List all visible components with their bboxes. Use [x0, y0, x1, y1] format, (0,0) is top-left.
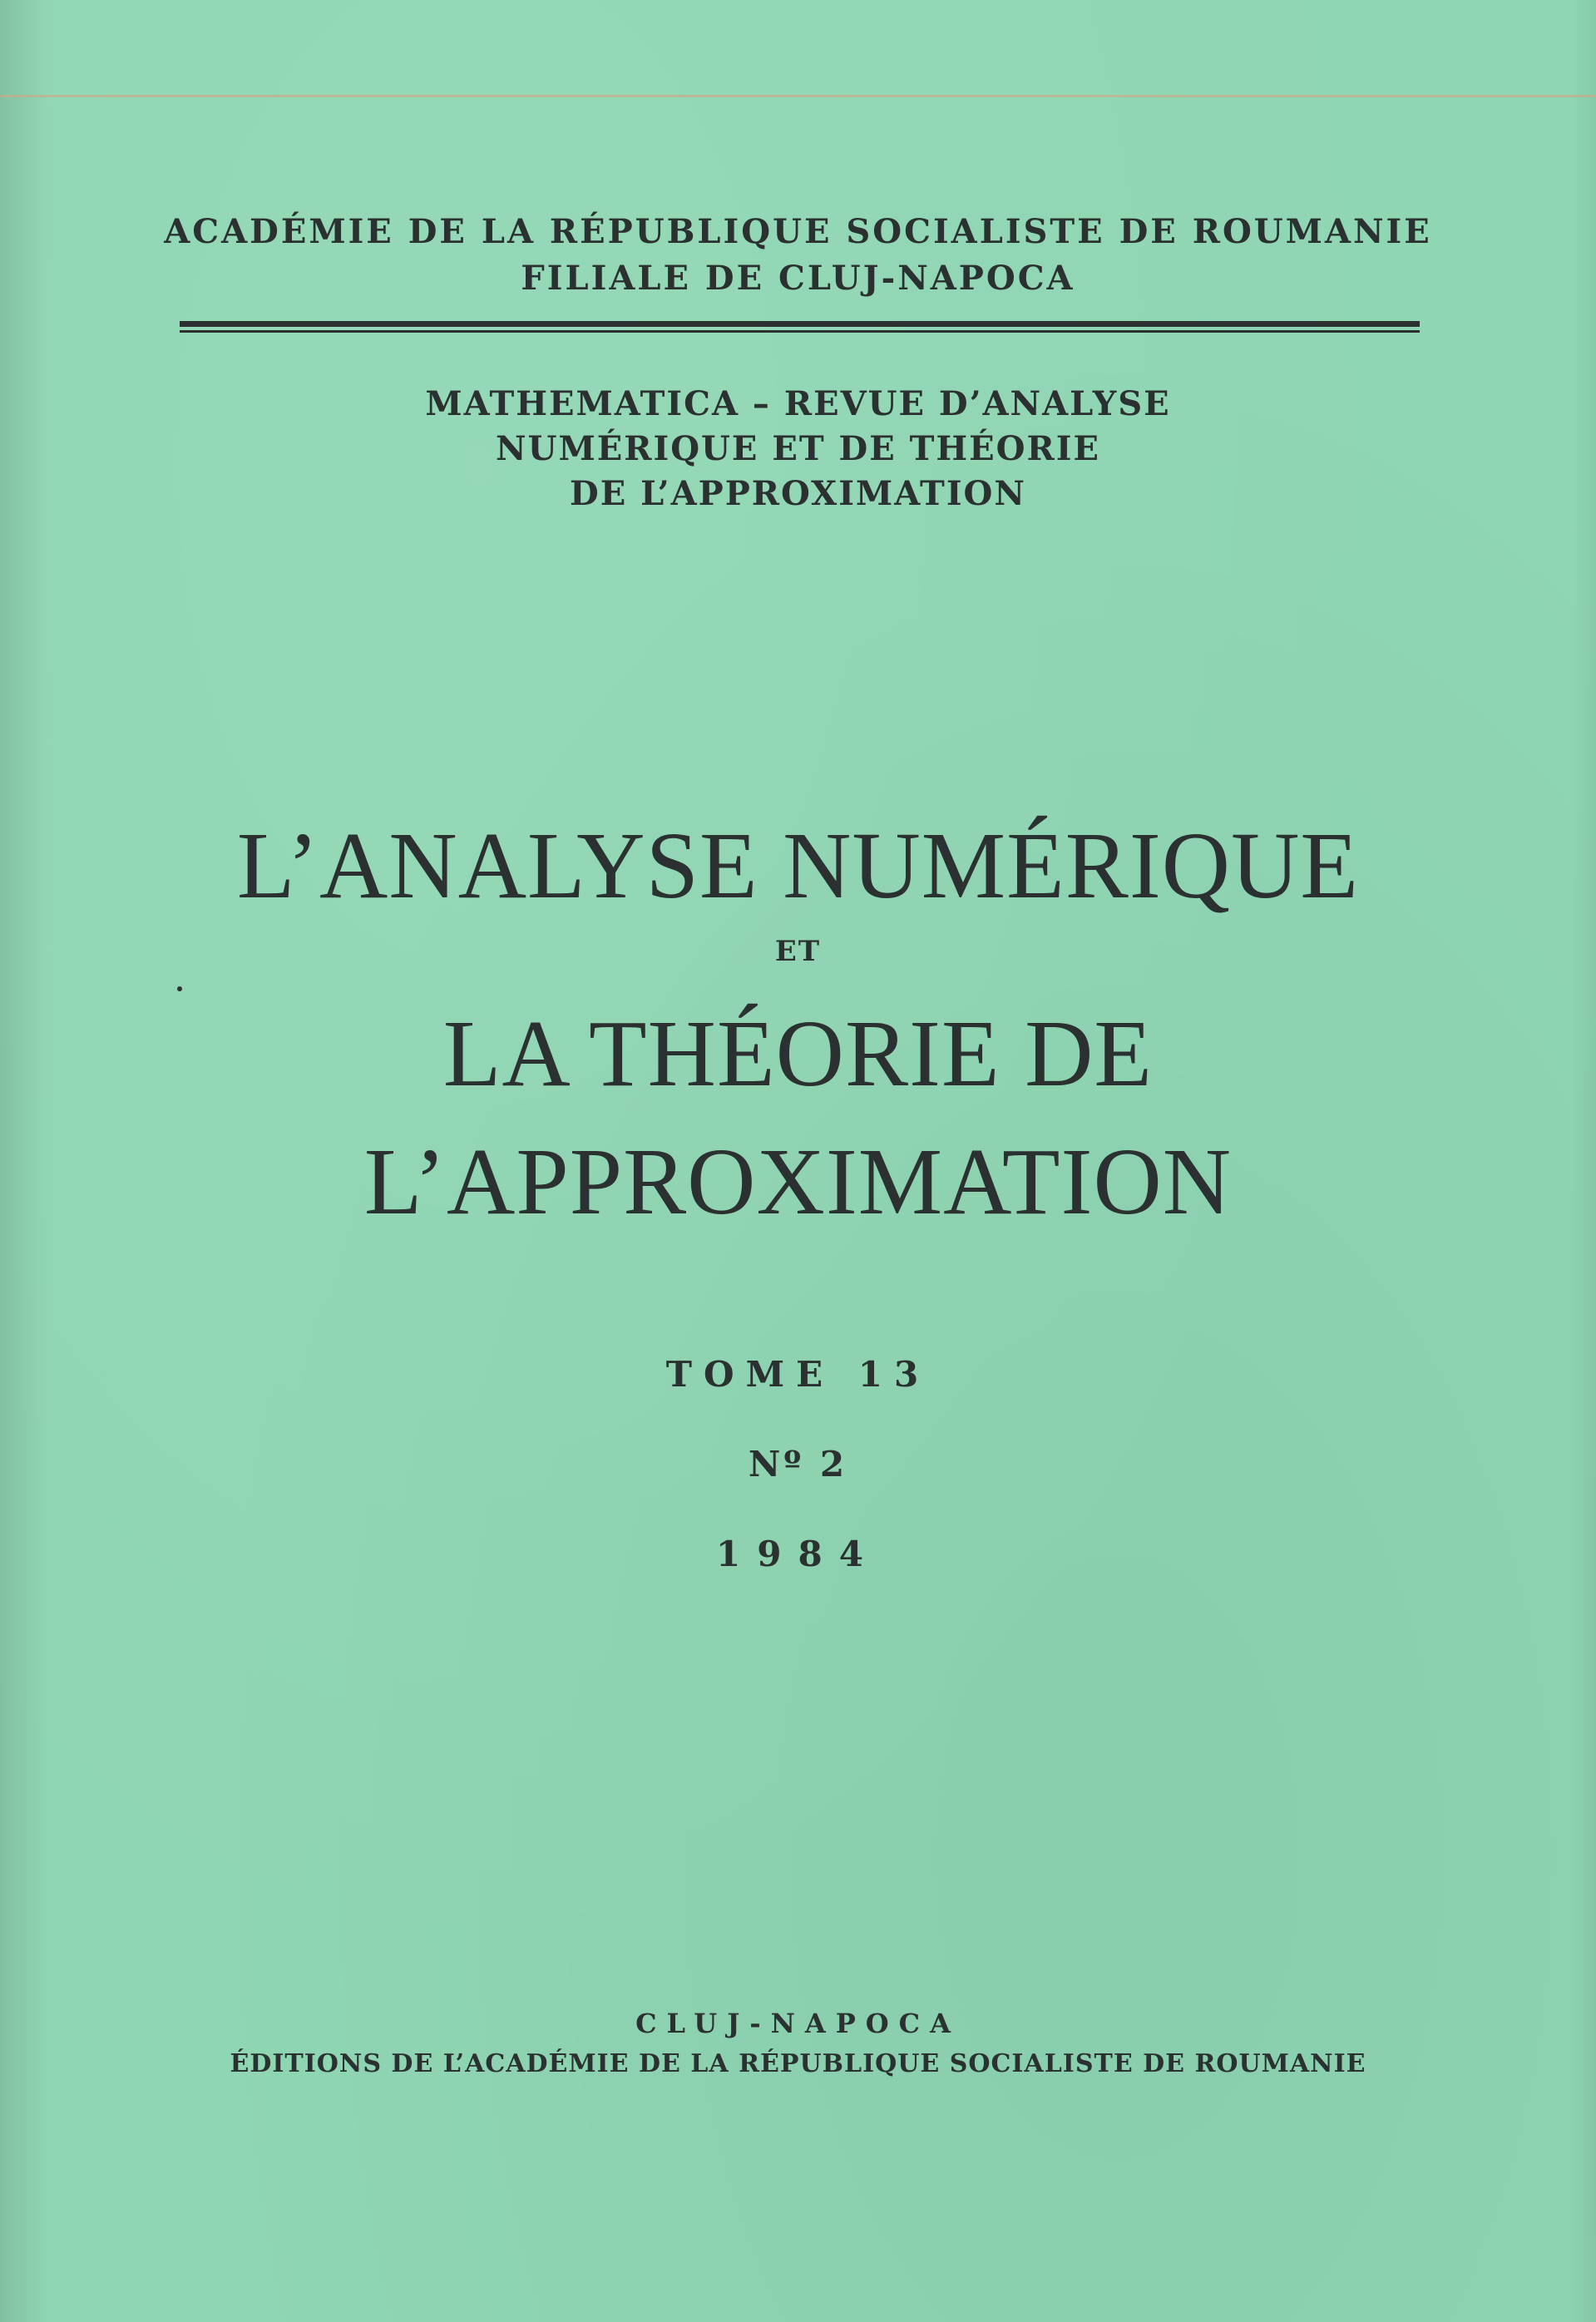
title-line-1: L’ANALYSE NUMÉRIQUE — [236, 813, 1360, 918]
ink-speck — [177, 986, 182, 991]
title-conjunction: ET — [774, 935, 822, 968]
branch-name: FILIALE DE CLUJ-NAPOCA — [521, 259, 1075, 298]
issue-number: Nº 2 — [748, 1444, 848, 1485]
header-rule-thin — [180, 330, 1420, 333]
volume-number: TOME 13 — [665, 1354, 931, 1395]
publisher-city: CLUJ-NAPOCA — [635, 2008, 961, 2039]
title-line-3: L’APPROXIMATION — [363, 1129, 1233, 1234]
series-line-2: NUMÉRIQUE ET DE THÉORIE — [496, 429, 1100, 468]
title-line-2: LA THÉORIE DE — [442, 1000, 1154, 1106]
series-line-1: MATHEMATICA – REVUE D’ANALYSE — [425, 384, 1171, 423]
publisher-name: ÉDITIONS DE L’ACADÉMIE DE LA RÉPUBLIQUE SOCIALISTE DE ROUMANIE — [230, 2049, 1366, 2078]
publication-year: 1984 — [716, 1534, 880, 1574]
header-rule-thick — [180, 321, 1420, 327]
academy-name: ACADÉMIE DE LA RÉPUBLIQUE SOCIALISTE DE ROUMANIE — [164, 212, 1432, 251]
top-edge-line — [0, 95, 1596, 97]
series-line-3: DE L’APPROXIMATION — [570, 474, 1026, 513]
